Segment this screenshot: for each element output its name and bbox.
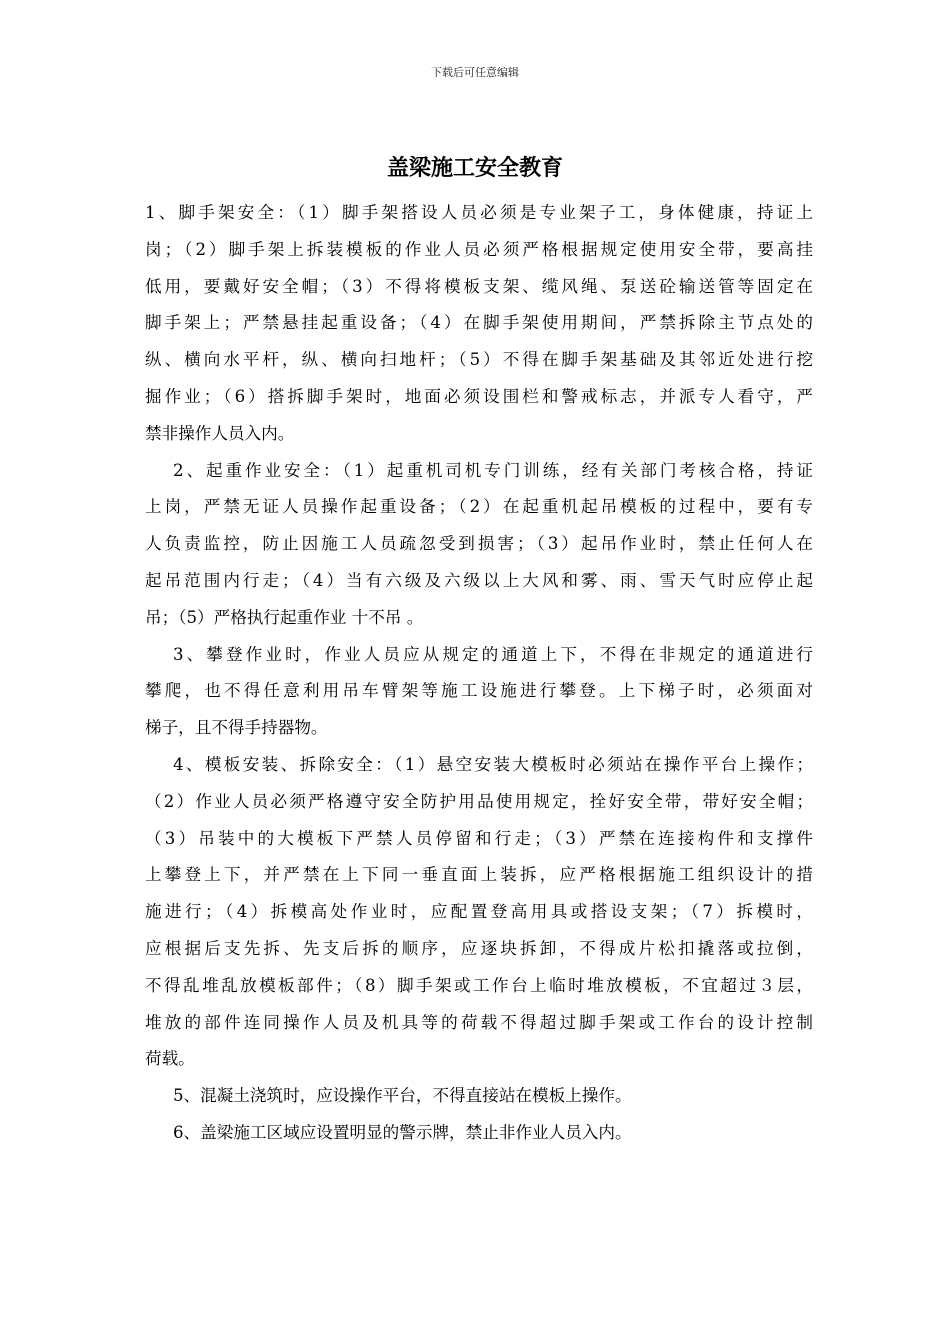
- text-line: 禁非操作人员入内。: [145, 423, 295, 443]
- text-line: 堆放的部件连同操作人员及机具等的荷载不得超过脚手架或工作台的设计控制: [145, 1012, 813, 1032]
- text-line: 攀爬，也不得任意利用吊车臂架等施工设施进行攀登。上下梯子时，必须面对: [145, 681, 813, 701]
- document-body: [145, 195, 813, 1152]
- paragraph-warning-signs: [145, 1115, 813, 1152]
- text-line: 吊；（5）严格执行起重作业 十不吊 。: [145, 607, 424, 627]
- text-line: 荷载。: [145, 1049, 195, 1069]
- document-title: 盖梁施工安全教育: [386, 155, 563, 181]
- paragraph-lifting-safety: [145, 453, 813, 637]
- text-line: 3、攀登作业时，作业人员应从规定的通道上下，不得在非规定的通道进行: [173, 644, 813, 664]
- page-header-note: 下载后可任意编辑: [431, 66, 519, 79]
- paragraph-concrete-pouring: [145, 1078, 813, 1115]
- text-line: 上岗，严禁无证人员操作起重设备；（2）在起重机起吊模板的过程中，要有专: [145, 497, 813, 517]
- text-line: 上攀登上下，并严禁在上下同一垂直面上装拆，应严格根据施工组织设计的措: [145, 865, 813, 885]
- text-line: 岗；（2）脚手架上拆装模板的作业人员必须严格根据规定使用安全带，要高挂: [145, 239, 813, 259]
- text-line: 不得乱堆乱放模板部件；（8）脚手架或工作台上临时堆放模板，不宜超过３层，: [145, 975, 813, 995]
- text-line: 4、模板安装、拆除安全：（1）悬空安装大模板时必须站在操作平台上操作；: [173, 754, 813, 774]
- text-line: 人负责监控，防止因施工人员疏忽受到损害；（3）起吊作业时，禁止任何人在: [145, 534, 813, 554]
- text-line: （3）吊装中的大模板下严禁人员停留和行走；（3）严禁在连接构件和支撑件: [145, 828, 813, 848]
- text-line: 2、起重作业安全：（1）起重机司机专门训练，经有关部门考核合格，持证: [173, 460, 813, 480]
- text-line: 1、脚手架安全：（1）脚手架搭设人员必须是专业架子工，身体健康，持证上: [145, 203, 813, 222]
- text-line: （2）作业人员必须严格遵守安全防护用品使用规定，拴好安全带，带好安全帽；: [145, 791, 813, 811]
- text-line: 应根据后支先拆、先支后拆的顺序，应逐块拆卸，不得成片松扣撬落或拉倒，: [145, 938, 813, 958]
- text-line: 施进行；（4）拆模高处作业时，应配置登高用具或搭设支架；（7）拆模时，: [145, 902, 813, 922]
- text-line: 梯子，且不得手持器物。: [145, 718, 328, 738]
- paragraph-formwork-safety: [145, 747, 813, 1078]
- text-line: 掘作业；（6）搭拆脚手架时，地面必须设围栏和警戒标志，并派专人看守，严: [145, 386, 813, 406]
- text-line: 5、混凝土浇筑时，应设操作平台，不得直接站在模板上操作。: [173, 1086, 632, 1106]
- paragraph-scaffold-safety: [145, 195, 813, 453]
- text-line: 纵、横向水平杆，纵、横向扫地杆；（5）不得在脚手架基础及其邻近处进行挖: [145, 350, 813, 370]
- text-line: 脚手架上；严禁悬挂起重设备；（4）在脚手架使用期间，严禁拆除主节点处的: [145, 313, 813, 333]
- text-line: 6、盖梁施工区域应设置明显的警示牌，禁止非作业人员入内。: [173, 1122, 632, 1142]
- text-line: 起吊范围内行走；（4）当有六级及六级以上大风和雾、雨、雪天气时应停止起: [145, 570, 813, 590]
- paragraph-climbing-safety: [145, 637, 813, 747]
- text-line: 低用，要戴好安全帽；（3）不得将模板支架、缆风绳、泵送砼输送管等固定在: [145, 276, 813, 296]
